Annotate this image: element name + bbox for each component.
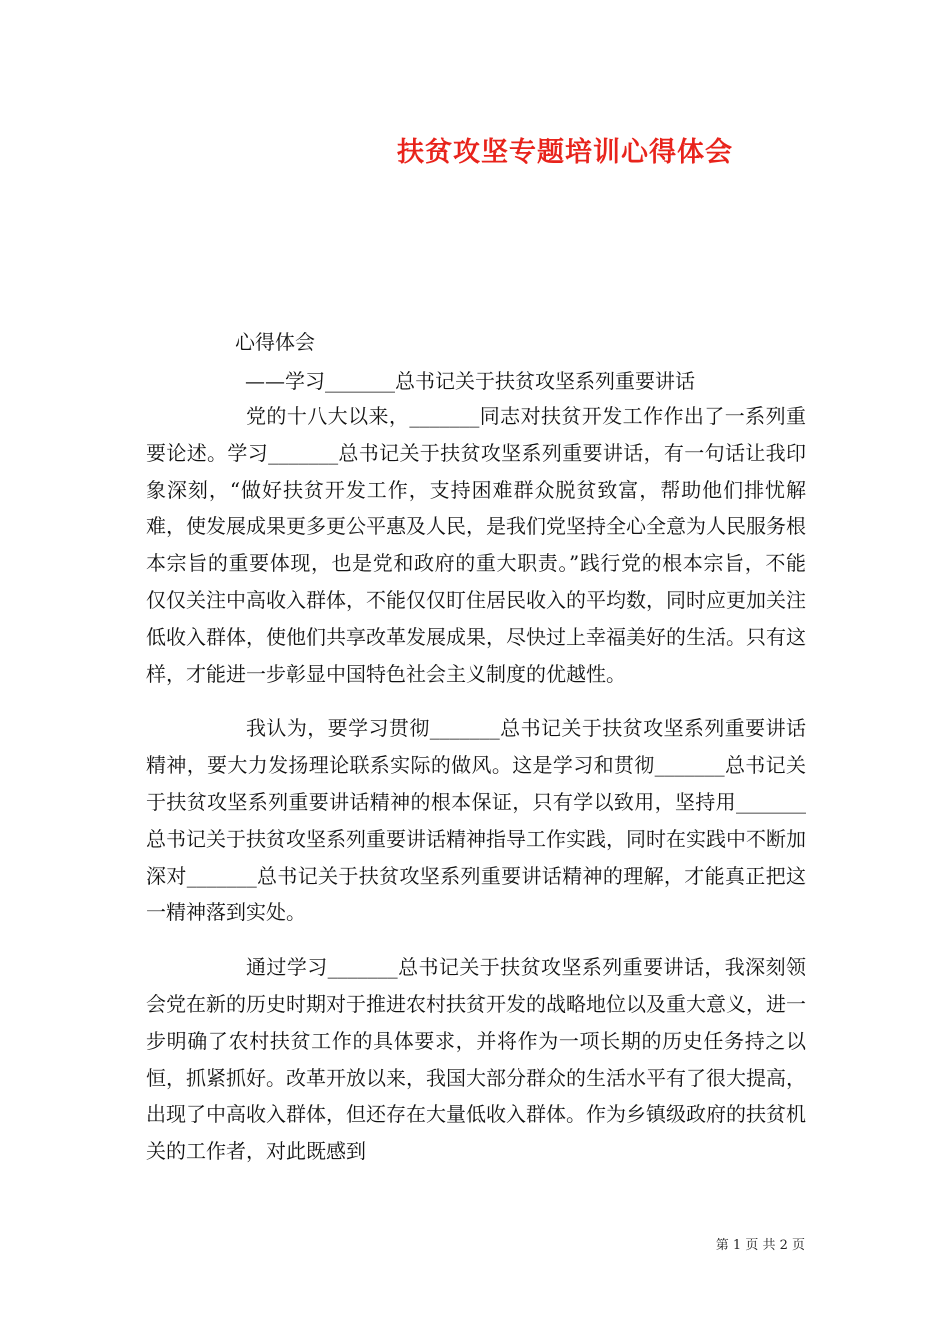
section-heading: 心得体会 xyxy=(235,330,315,354)
page-number-footer: 第 1 页 共 2 页 xyxy=(715,1238,805,1253)
paragraph: 通过学习_______总书记关于扶贫攻坚系列重要讲话，我深刻领会党在新的历史时期对于推进农村扶贫开发的战略地位以及重大意义，进一步明确了农村扶贫工作的具体要求，并将作为一项长期的历史任务持之以恒，抓紧抓好。改革开放以来，我国大部分群众的生活水平有了很大提高，出现了中高收入群体，但还存在大量低收入群体。作为乡镇级政府的扶贫机关的工作者，对此既感到 xyxy=(146,955,806,1164)
paragraph: 我认为，要学习贯彻_______总书记关于扶贫攻坚系列重要讲话精神，要大力发扬理论联系实际的做风。这是学习和贯彻_______总书记关于扶贫攻坚系列重要讲话精神的根本保证，只有学以致用，坚持用_______总书记关于扶贫攻坚系列重要讲话精神指导工作实践，同时在实践中不断加深对_______总书记关于扶贫攻坚系列重要讲话精神的理解，才能真正把这一精神落到实处。 xyxy=(146,716,806,925)
paragraph: 党的十八大以来，_______同志对扶贫开发工作作出了一系列重要论述。学习_______总书记关于扶贫攻坚系列重要讲话，有一句话让我印象深刻，“做好扶贫开发工作，支持困难群众脱贫致富，帮助他们排忧解难，使发展成果更多更公平惠及人民，是我们党坚持全心全意为人民服务根本宗旨的重要体现，也是党和政府的重大职责。”践行党的根本宗旨，不能仅仅关注中高收入群体，不能仅仅盯住居民收入的平均数，同时应更加关注低收入群体，使他们共享改革发展成果，尽快过上幸福美好的生活。只有这样，才能进一步彰显中国特色社会主义制度的优越性。 xyxy=(146,404,806,686)
section-subtitle: ——学习_______总书记关于扶贫攻坚系列重要讲话 xyxy=(245,369,695,393)
document-title: 扶贫攻坚专题培训心得体会 xyxy=(397,137,733,168)
body-text xyxy=(146,398,806,1188)
